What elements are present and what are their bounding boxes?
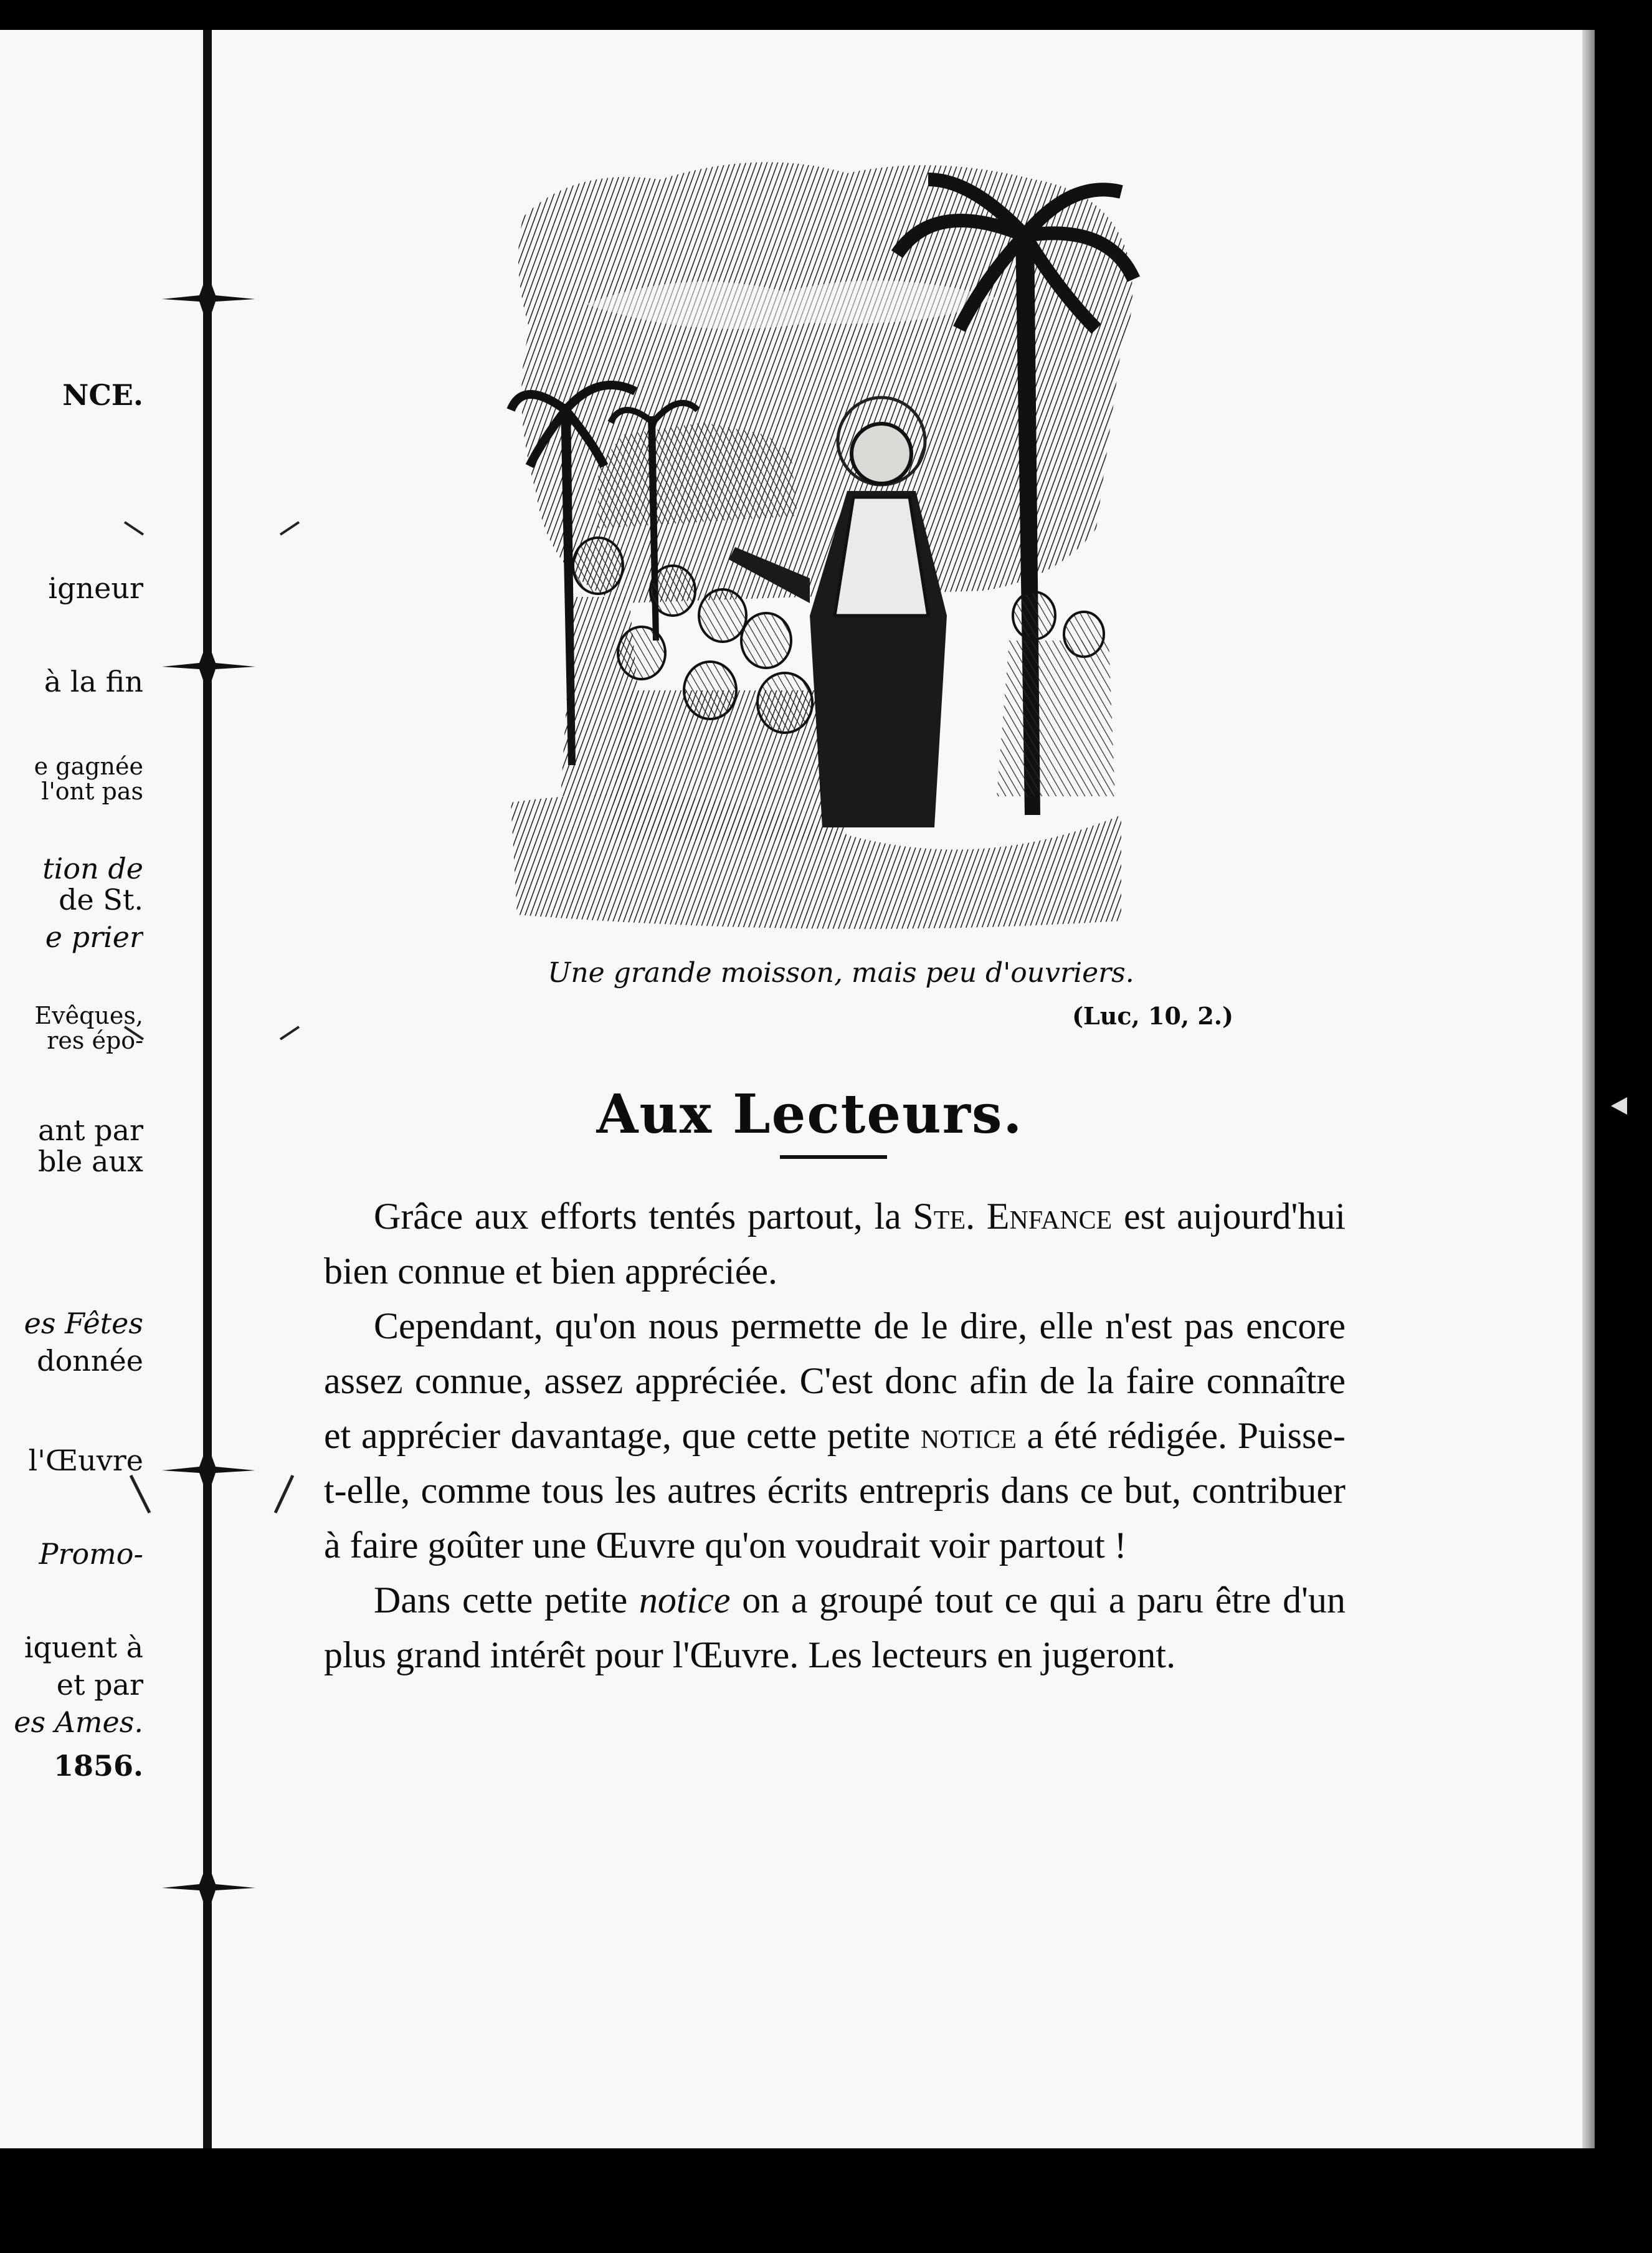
previous-page-text-line: es Ames. <box>14 1706 143 1738</box>
corner-marks <box>112 510 311 560</box>
italic-term: notice <box>638 1579 731 1621</box>
smallcaps-term: notice <box>920 1415 1017 1456</box>
binding-stitch-mark <box>156 260 262 335</box>
previous-page-text-line: res épo- <box>47 1027 143 1054</box>
smallcaps-term: Ste. Enfance <box>913 1196 1113 1237</box>
previous-page-text-line: ble aux <box>38 1145 143 1178</box>
engraving-illustration <box>498 142 1152 940</box>
previous-page-text-line: de St. <box>59 884 143 916</box>
title-divider <box>780 1155 887 1159</box>
previous-page-text-line: 1856. <box>53 1750 143 1782</box>
previous-page-text-line: ant par <box>37 1114 143 1146</box>
binding-stitch-mark <box>156 628 262 703</box>
paragraph: Dans cette petite notice on a groupé tout ce qui a paru être d'un plus grand intérêt pour l'Œuvre. Les lecteurs en jugeront. <box>324 1579 1346 1675</box>
scripture-reference: (Luc, 10, 2.) <box>1072 1002 1233 1030</box>
previous-page-text-line: Evêques, <box>34 1002 143 1029</box>
previous-page-text-line: es Fêtes <box>24 1307 143 1340</box>
previous-page-text-line: à la fin <box>44 665 143 698</box>
body-text <box>324 1189 1346 1682</box>
edge-mark <box>1610 1093 1628 1118</box>
scanned-page-spread <box>0 30 1595 2148</box>
previous-page-text-line: NCE. <box>62 379 143 411</box>
previous-page-text-line: tion de <box>42 852 143 885</box>
page-edge-shadow <box>1582 30 1595 2148</box>
illustration-caption: Une grande moisson, mais peu d'ouvriers. <box>548 957 1134 989</box>
previous-page-text-line: e gagnée <box>34 753 143 780</box>
binding-stitch-mark <box>156 1849 262 1924</box>
book-gutter <box>203 30 212 2148</box>
previous-page-text-line: igneur <box>48 572 143 604</box>
previous-page-text-line: donnée <box>37 1345 143 1377</box>
previous-page-text-line: l'Œuvre <box>28 1444 143 1477</box>
page-title: Aux Lecteurs. <box>596 1083 1023 1146</box>
previous-page-text-line: e prier <box>45 921 143 953</box>
previous-page-text-line: et par <box>56 1669 143 1701</box>
paragraph: Grâce aux efforts tentés partout, la Ste. Enfance est aujourd'hui bien connue et bien appréciée. <box>324 1196 1346 1292</box>
paragraph: Cependant, qu'on nous permette de le dire, elle n'est pas encore assez connue, assez appréciée. C'est donc afin de la faire connaître et apprécier davantage, que cette petite notice a été rédigée. Puisse-t-elle, comme tous les autres écrits entrepris dans ce but, contribuer à faire goûter une Œuvre qu'on voudrait voir partout ! <box>324 1305 1346 1566</box>
previous-page-text-line: Promo- <box>39 1538 143 1570</box>
previous-page-text-line: iquent à <box>24 1631 143 1664</box>
previous-page-text-line: l'ont pas <box>41 778 143 805</box>
